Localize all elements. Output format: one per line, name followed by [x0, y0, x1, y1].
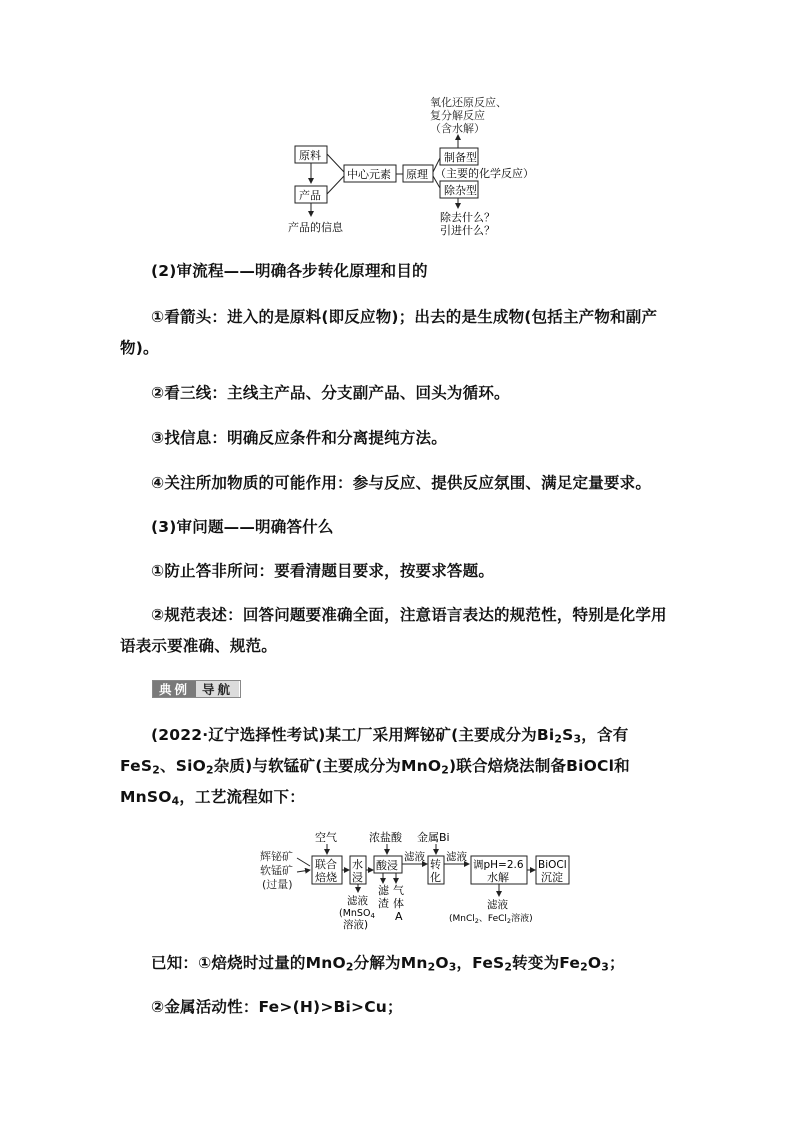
known-1: 已知：①焙烧时过量的MnO$_2$分解为$Mn_2O_3$，FeS$_2$转变为$Fe_2O_3$；	[151, 954, 625, 974]
gas-a: A	[395, 910, 403, 923]
convert-label: 转	[430, 858, 441, 871]
residue: 滤	[378, 884, 389, 897]
concept-diagram	[280, 90, 550, 240]
ore-3: (过量)	[262, 878, 293, 891]
note-line: 复分解反应	[430, 109, 485, 122]
gas-a: 体	[393, 897, 404, 910]
product-label: 沉淀	[541, 871, 563, 884]
introduce-note: 引进什么？	[440, 224, 495, 237]
impurity-type-label: 除杂型	[444, 184, 477, 197]
product-label: 产品	[299, 189, 321, 202]
s2-item-3: ③找信息：明确反应条件和分离提纯方法。	[151, 429, 447, 447]
water-leach-label: 浸	[352, 871, 363, 884]
roast-label: 联合	[315, 858, 337, 871]
convert-label: 化	[430, 871, 441, 884]
hcl-label: 浓盐酸	[369, 831, 402, 844]
prep-note: （主要的化学反应）	[435, 167, 534, 180]
waste-2-note: (MnCl$_2$、FeCl$_2$溶液)	[449, 914, 533, 925]
air-label: 空气	[315, 831, 337, 844]
section-3-title: (3)审问题——明确答什么	[151, 518, 334, 536]
s2-item-4: ④关注所加物质的可能作用：参与反应、提供反应氛围、满足定量要求。	[151, 474, 652, 492]
ore-2: 软锰矿	[260, 864, 293, 877]
note-line: （含水解）	[430, 122, 485, 135]
adjust-ph-label: 调pH=2.6	[473, 859, 524, 871]
hydrolysis-label: 水解	[487, 871, 509, 884]
s2-item-1: ①看箭头：进入的是原料(即反应物)；出去的是生成物(包括主产物和副产物)。	[120, 308, 658, 357]
filtrate-label-2: 滤液	[446, 851, 467, 863]
remove-note: 除去什么？	[440, 211, 495, 224]
waste-1: 溶液)	[343, 919, 369, 931]
problem-text: (2022·辽宁选择性考试)某工厂采用辉铋矿(主要成分为$Bi_2S_3$，含有FeS$_2$、SiO$_2$杂质)与软锰矿(主要成分为MnO$_2$)联合焙烧法制备BiOCl和MnSO$_4$，工艺流程如下：	[120, 726, 630, 808]
waste-2: 滤液	[487, 899, 508, 911]
residue: 渣	[378, 897, 389, 910]
s3-item-2: ②规范表述：回答问题要准确全面，注意语言表达的规范性，特别是化学用语表示要准确、规范。	[120, 606, 667, 655]
acid-leach-label: 酸浸	[376, 859, 398, 872]
tag-part-1: 典例	[153, 681, 196, 697]
filtrate-label-1: 滤液	[404, 851, 425, 863]
product-label: BiOCl	[538, 859, 567, 871]
s3-item-1: ①防止答非所问：要看清题目要求，按要求答题。	[151, 562, 495, 580]
raw-material-label: 原料	[299, 149, 321, 162]
s2-item-2: ②看三线：主线主产品、分支副产品、回头为循环。	[151, 384, 510, 402]
prep-type-label: 制备型	[444, 151, 477, 164]
process-flow-diagram	[255, 826, 575, 931]
roast-label: 焙烧	[315, 871, 337, 884]
principle-label: 原理	[406, 168, 428, 181]
waste-1: (MnSO$_4$	[339, 908, 375, 920]
example-guide-tag	[152, 680, 241, 698]
note-line: 氧化还原反应、	[430, 96, 507, 109]
water-leach-label: 水	[352, 858, 363, 871]
product-info-label: 产品的信息	[288, 221, 343, 234]
tag-part-2: 导航	[196, 681, 239, 697]
center-element-label: 中心元素	[347, 168, 391, 181]
known-2: ②金属活动性：Fe>(H)>Bi>Cu；	[151, 998, 403, 1016]
gas-a: 气	[393, 884, 404, 897]
bi-metal-label: 金属Bi	[417, 831, 450, 844]
waste-1: 滤液	[347, 895, 368, 907]
ore-1: 辉铋矿	[260, 850, 293, 863]
section-2-title: (2)审流程——明确各步转化原理和目的	[151, 262, 428, 280]
